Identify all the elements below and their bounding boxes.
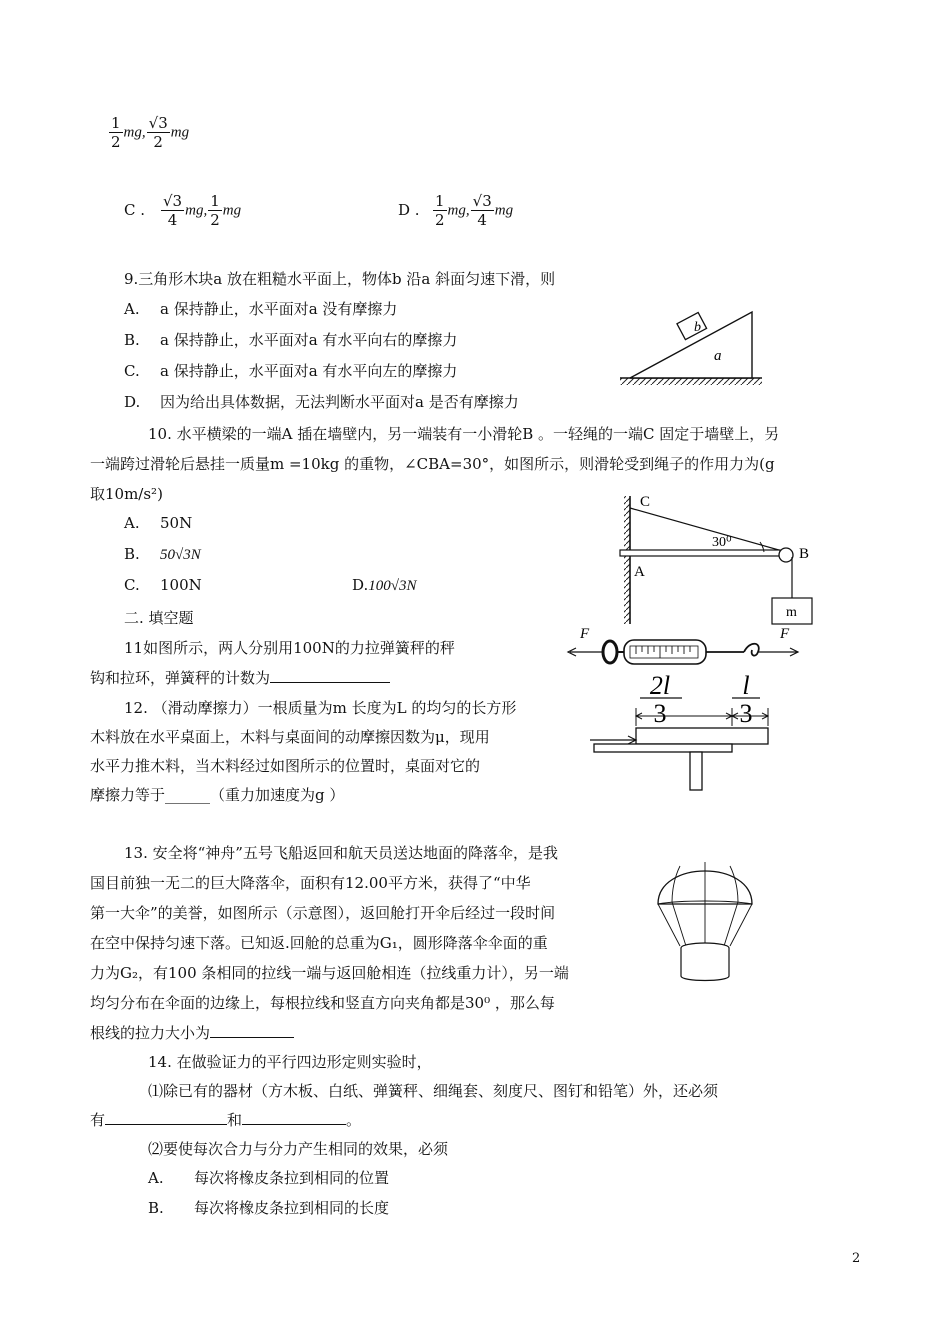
q10-line1: 10. 水平横梁的一端A 插在墙壁内，另一端装有一小滑轮B 。一轻绳的一端C 固定于墙壁上，另 xyxy=(148,425,780,443)
q14-option-a: A. 每次将橡皮条拉到相同的位置 xyxy=(148,1169,390,1187)
fraction-2l-denominator: 3 xyxy=(653,699,667,728)
q9-option-c: C. a 保持静止，水平面对a 有水平向左的摩擦力 xyxy=(124,362,458,380)
q14-option-b: B. 每次将橡皮条拉到相同的长度 xyxy=(148,1199,390,1217)
q11-spring-scale-figure xyxy=(566,622,806,670)
q13-line7: 根线的拉力大小为 xyxy=(90,1022,294,1043)
q12-line3: 水平力推木料，当木料经过如图所示的位置时，桌面对它的 xyxy=(90,757,481,775)
q13-line4: 在空中保持匀速下落。已知返.回舱的总重为G₁，圆形降落伞伞面的重 xyxy=(90,934,548,952)
point-a-label: A xyxy=(634,564,645,580)
q9-option-a: A. a 保持静止，水平面对a 没有摩擦力 xyxy=(124,300,398,318)
q9-stem: 9.三角形木块a 放在粗糙水平面上，物体b 沿a 斜面匀速下滑，则 xyxy=(124,270,556,288)
q14-part2: ⑵要使每次合力与分力产生相同的效果，必须 xyxy=(148,1140,449,1158)
q11-line1: 11如图所示，两人分别用100N的力拉弹簧秤的秤 xyxy=(124,639,455,657)
block-b-label: b xyxy=(694,320,701,335)
q12-line4: 摩擦力等于______（重力加速度为g ） xyxy=(90,786,345,804)
q13-parachute-figure xyxy=(650,856,760,984)
q12-line1: 12. （滑动摩擦力）一根质量为m 长度为L 的均匀的长方形 xyxy=(124,699,517,717)
force-right-label: F xyxy=(780,626,790,642)
q10-option-c: C. 100N xyxy=(124,576,202,594)
q10-line3: 取10m/s²) xyxy=(90,485,163,503)
fraction-l-numerator: l xyxy=(742,671,750,700)
q10-pulley-figure xyxy=(614,490,824,630)
option-8c: C . $\frac{√3}{4}$ mg, $\frac{1}{2}$ mg xyxy=(124,192,242,229)
q9-option-b: B. a 保持静止，水平面对a 有水平向右的摩擦力 xyxy=(124,331,458,349)
q13-line1: 13. 安全将“神舟”五号飞船返回和航天员送达地面的降落伞，是我 xyxy=(124,844,558,862)
section-fill-in: 二. 填空题 xyxy=(124,609,194,627)
q12-plank-figure xyxy=(586,664,776,794)
q14-part1-line2: 有 和 。 xyxy=(90,1111,362,1129)
q10-option-a: A. 50N xyxy=(124,514,193,532)
page-number: 2 xyxy=(852,1251,861,1266)
point-c-label: C xyxy=(640,494,651,510)
fraction-2l-numerator: 2l xyxy=(649,671,671,700)
q13-line5: 力为G₂，有100 条相同的拉线一端与返回舱相连（拉线重力计），另一端 xyxy=(90,964,569,982)
q10-option-d: D.100√3N xyxy=(352,576,417,594)
q14-part1-line1: ⑴除已有的器材（方木板、白纸、弹簧秤、细绳套、刻度尺、图钉和铅笔）外，还必须 xyxy=(148,1082,719,1100)
q14-stem: 14. 在做验证力的平行四边形定则实验时， xyxy=(148,1053,432,1071)
mass-label: m xyxy=(786,605,797,620)
q13-line3: 第一大伞”的美誉，如图所示（示意图），返回舱打开伞后经过一段时间 xyxy=(90,904,556,922)
fraction-l-denominator: 3 xyxy=(739,699,753,728)
q9-option-d: D. 因为给出具体数据，无法判断水平面对a 是否有摩擦力 xyxy=(124,393,519,411)
q10-line2: 一端跨过滑轮后悬挂一质量m =10kg 的重物，∠CBA=30°，如图所示，则滑轮受到绳子的作用力为(g xyxy=(90,455,775,473)
q9-wedge-figure xyxy=(616,306,766,388)
q11-line2: 钩和拉环，弹簧秤的计数为 xyxy=(90,667,390,688)
q12-line2: 木料放在水平桌面上，木料与桌面间的动摩擦因数为μ，现用 xyxy=(90,728,490,746)
wedge-a-label: a xyxy=(714,348,722,364)
q13-line2: 国目前独一无二的巨大降落伞，面积有12.00平方米，获得了“中华 xyxy=(90,874,531,892)
option-8d: D . $\frac{1}{2}$ mg, $\frac{√3}{4}$ mg xyxy=(398,192,514,229)
q10-option-b: B. 50√3N xyxy=(124,545,201,563)
force-left-label: F xyxy=(580,626,590,642)
q13-line6: 均匀分布在伞面的边缘上，每根拉线和竖直方向夹角都是30⁰ ，那么每 xyxy=(90,994,555,1012)
point-b-label: B xyxy=(799,546,810,562)
angle-label: 30⁰ xyxy=(712,535,732,550)
prev-option-tail: $\frac{1}{2}$ mg, $\frac{√3}{2}$ mg xyxy=(111,114,190,151)
